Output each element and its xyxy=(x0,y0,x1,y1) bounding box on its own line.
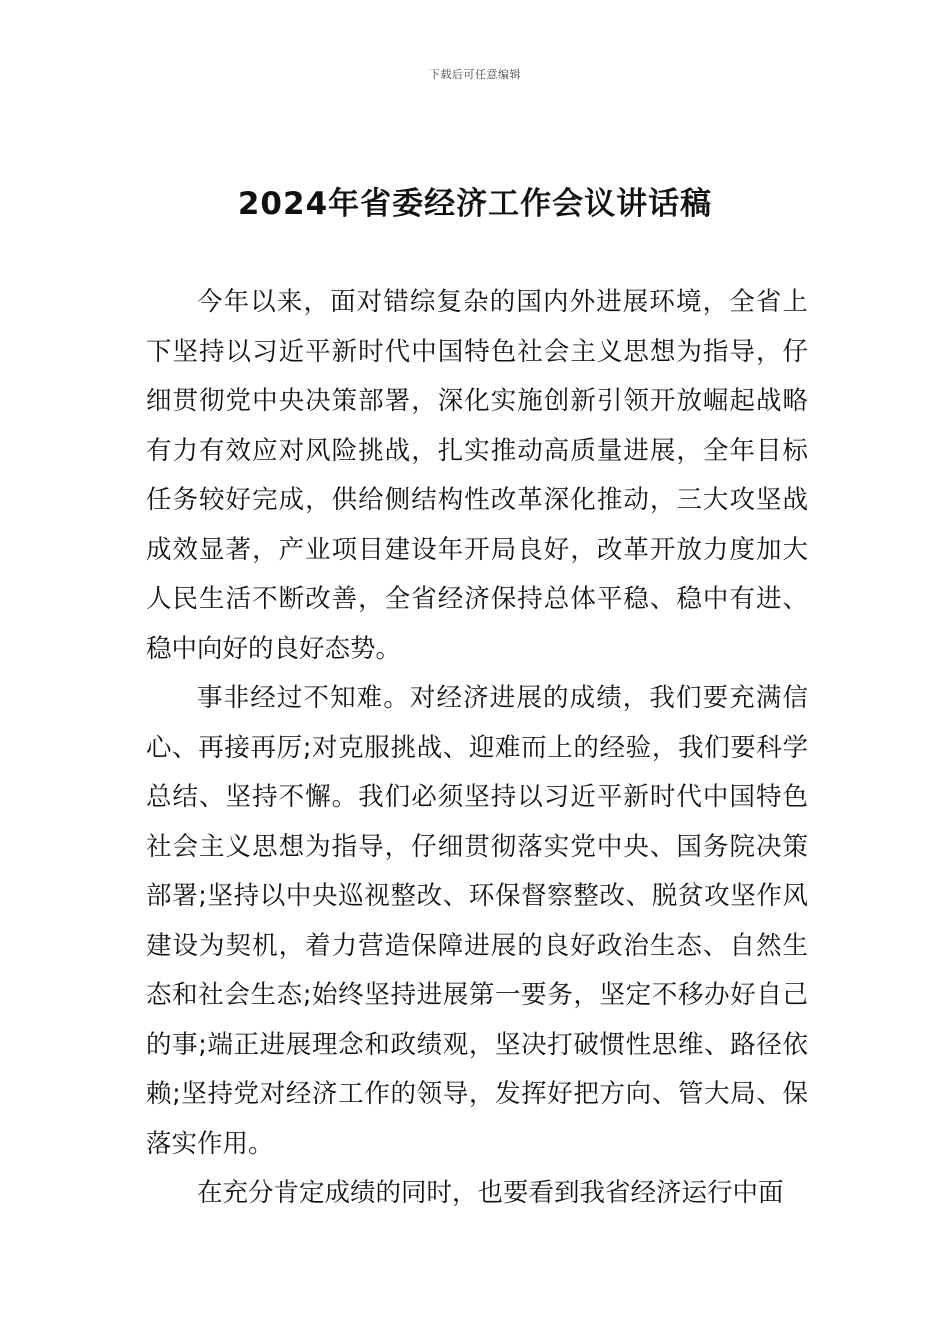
document-title: 2024年省委经济工作会议讲话稿 xyxy=(237,186,713,222)
page-header-note: 下载后可任意编辑 xyxy=(429,68,521,81)
paragraph-1: 今年以来，面对错综复杂的国内外进展环境，全省上下坚持以习近平新时代中国特色社会主义思想为指导，仔细贯彻党中央决策部署，深化实施创新引领开放崛起战略有力有效应对风险挑战，扎实推动高质量进展，全年目标任务较好完成，供给侧结构性改革深化推动，三大攻坚战成效显著，产业项目建设年开局良好，改革开放力度加大人民生活不断改善，全省经济保持总体平稳、稳中有进、稳中向好的良好态势。 xyxy=(146,287,808,664)
paragraph-3: 在充分肯定成绩的同时，也要看到我省经济运行中面 xyxy=(197,1178,784,1208)
document-body xyxy=(146,278,808,1219)
paragraph-2: 事非经过不知难。对经济进展的成绩，我们要充满信心、再接再厉;对克服挑战、迎难而上的经验，我们要科学总结、坚持不懈。我们必须坚持以习近平新时代中国特色社会主义思想为指导，仔细贯彻落实党中央、国务院决策部署;坚持以中央巡视整改、环保督察整改、脱贫攻坚作风建设为契机，着力营造保障进展的良好政治生态、自然生态和社会生态;始终坚持进展第一要务，坚定不移办好自己的事;端正进展理念和政绩观，坚决打破惯性思维、路径依赖;坚持党对经济工作的领导，发挥好把方向、管大局、保落实作用。 xyxy=(146,683,808,1159)
